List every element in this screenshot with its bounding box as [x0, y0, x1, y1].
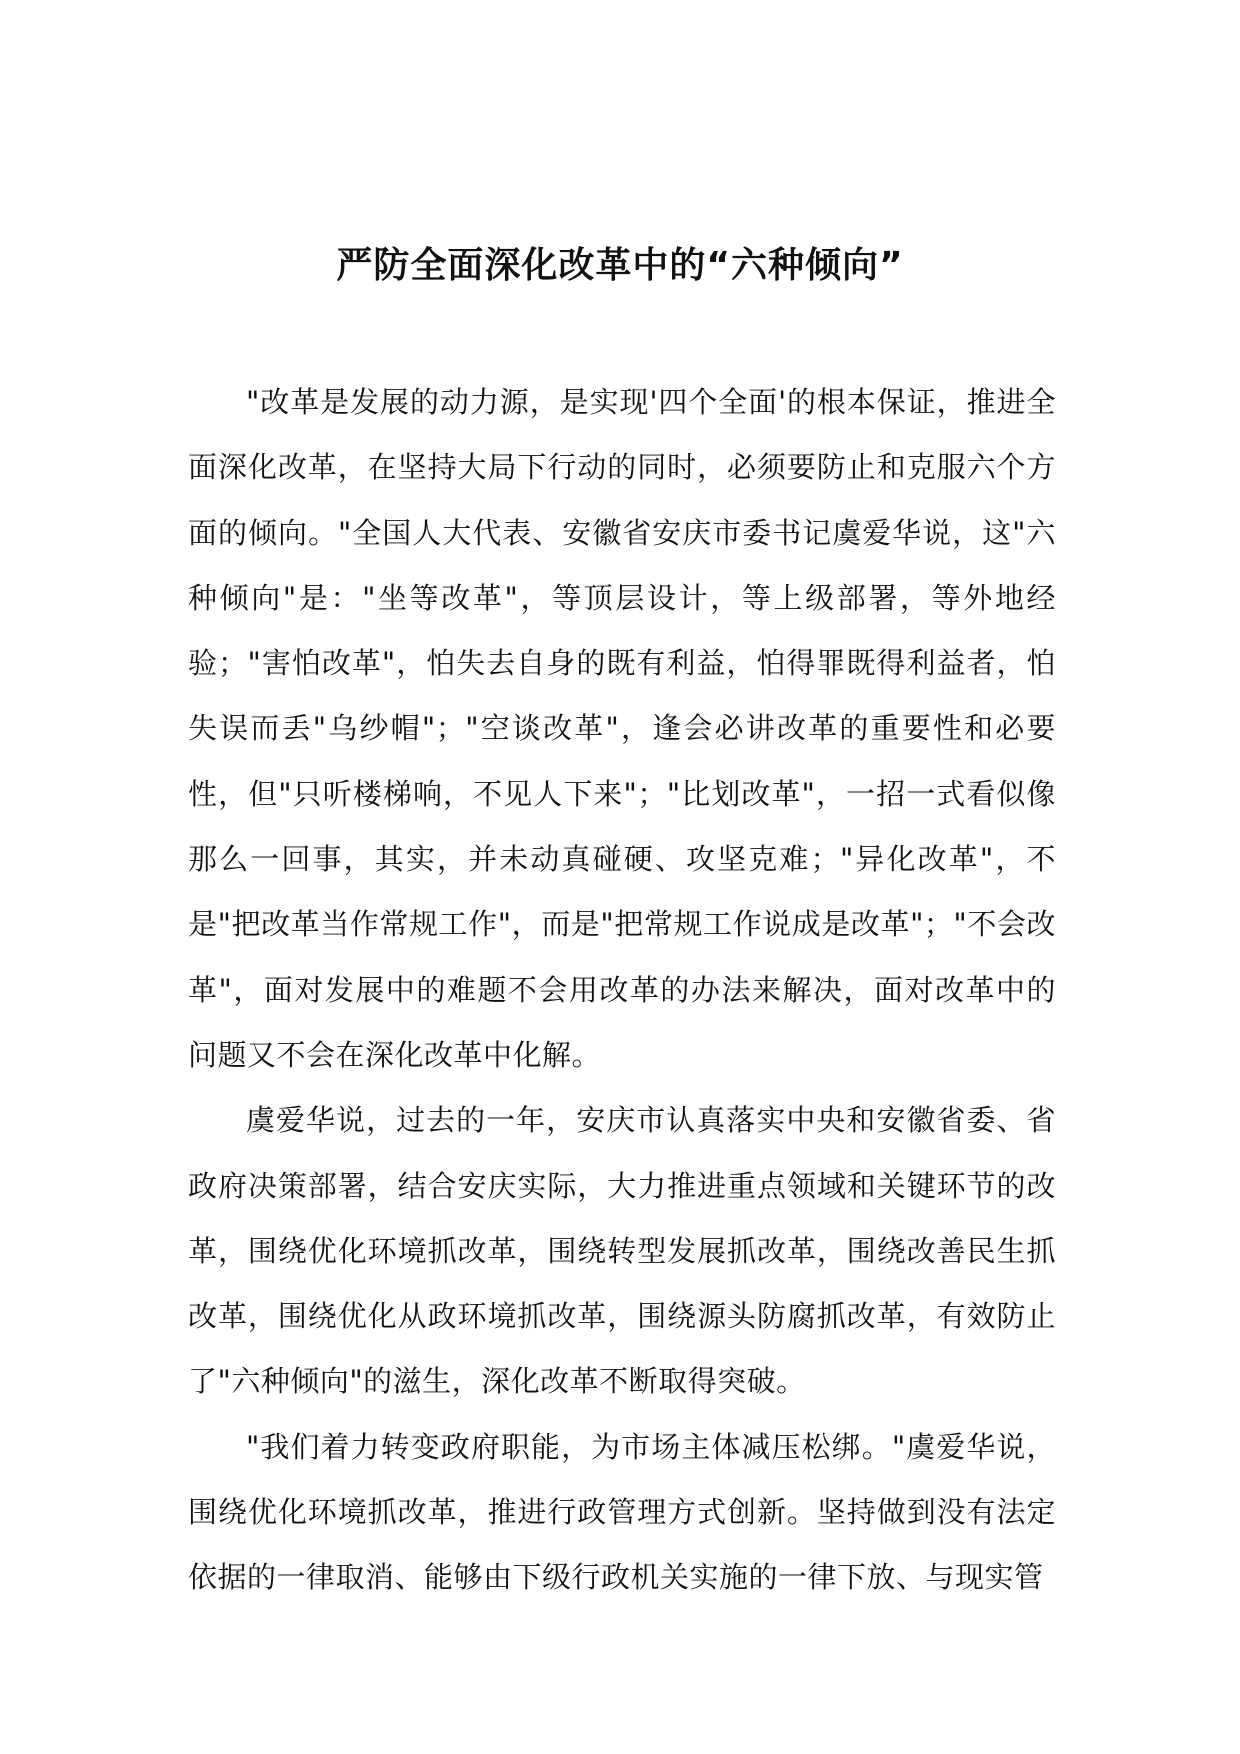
paragraph-2: 虞爱华说，过去的一年，安庆市认真落实中央和安徽省委、省政府决策部署，结合安庆实际，大力推进重点领域和关键环节的改革，围绕优化环境抓改革，围绕转型发展抓改革，围绕改善民生抓改革，围绕优化从政环境抓改革，围绕源头防腐抓改革，有效防止了"六种倾向"的滋生，深化改革不断取得突破。 [188, 1103, 1056, 1399]
paragraph-1: "改革是发展的动力源，是实现'四个全面'的根本保证，推进全面深化改革，在坚持大局下行动的同时，必须要防止和克服六个方面的倾向。"全国人大代表、安徽省安庆市委书记虞爱华说，这"六种倾向"是："坐等改革"，等顶层设计，等上级部署，等外地经验；"害怕改革"，怕失去自身的既有利益，怕得罪既得利益者，怕失误而丢"乌纱帽"；"空谈改革"，逢会必讲改革的重要性和必要性，但"只听楼梯响，不见人下来"；"比划改革"，一招一式看似像那么一回事，其实，并未动真碰硬、攻坚克难；"异化改革"，不是"把改革当作常规工作"，而是"把常规工作说成是改革"；"不会改革"，面对发展中的难题不会用改革的办法来解决，面对改革中的问题又不会在深化改革中化解。 [188, 385, 1056, 1072]
document-title: 严防全面深化改革中的“六种倾向” [336, 245, 904, 286]
paragraph-3: "我们着力转变政府职能，为市场主体减压松绑。"虞爱华说，围绕优化环境抓改革，推进行政管理方式创新。坚持做到没有法定依据的一律取消、能够由下级行政机关实施的一律下放、与现实管 [188, 1429, 1056, 1595]
document-body [188, 370, 1056, 1611]
